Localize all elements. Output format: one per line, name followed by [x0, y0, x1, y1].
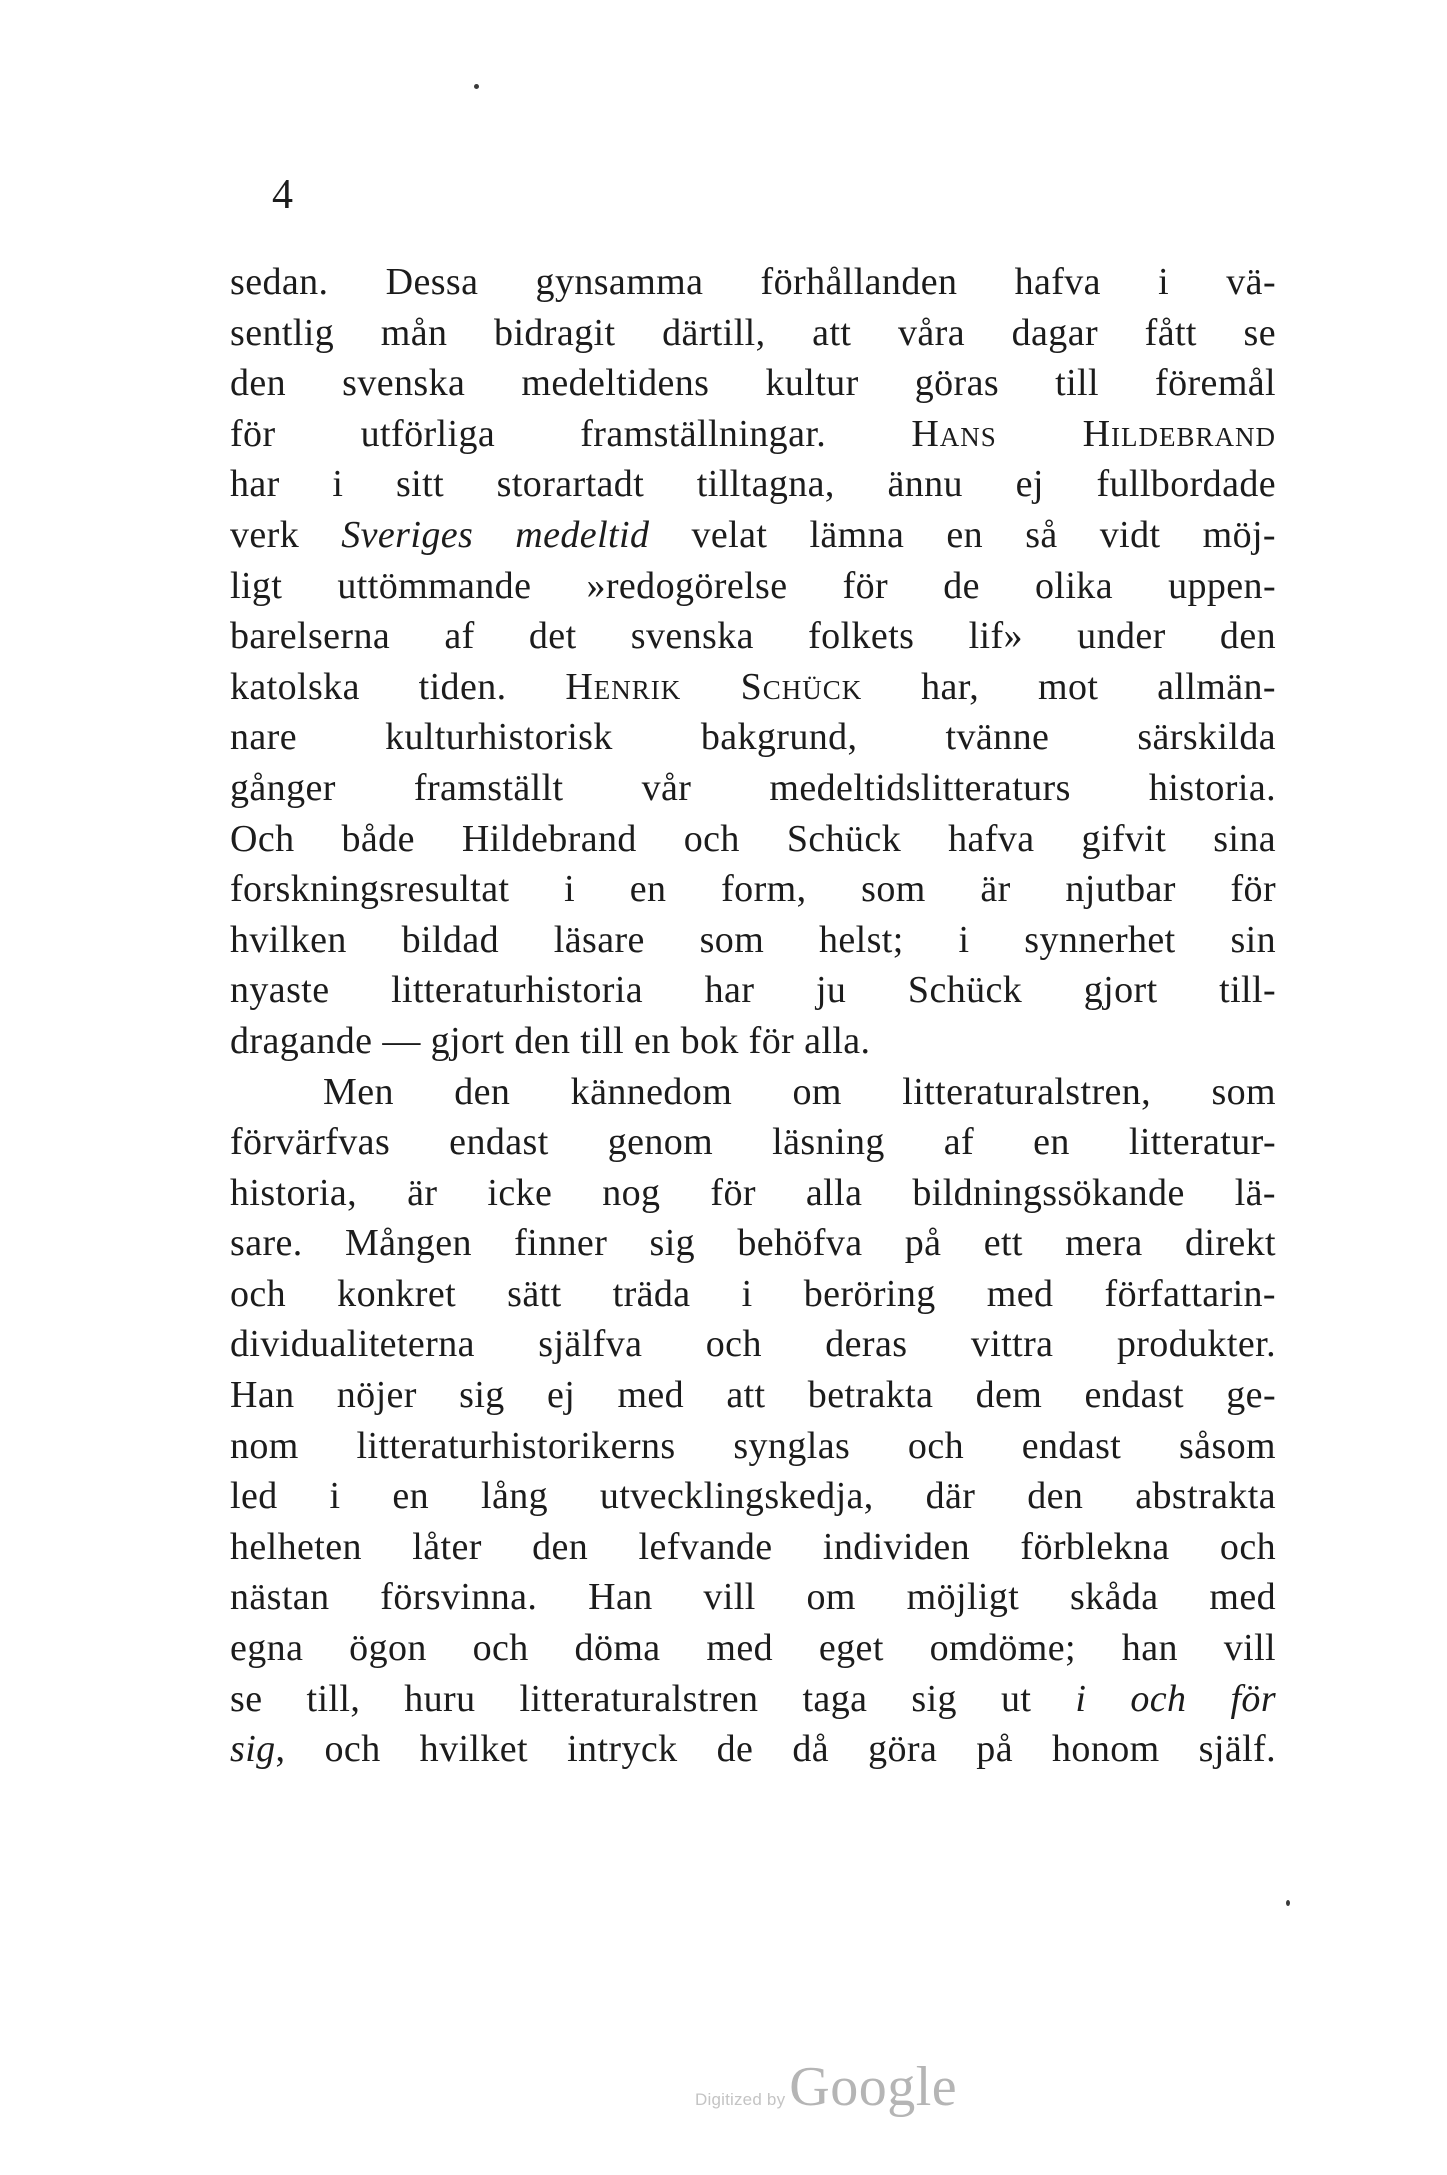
text-run: förvärfvas endast genom läsning af en litteratur-	[230, 1121, 1276, 1164]
text-line	[230, 965, 1276, 1016]
text-line	[230, 1522, 1276, 1573]
text-run: har, mot allmän-	[862, 665, 1276, 708]
text-run: sedan. Dessa gynsamma förhållanden hafva i vä-	[230, 261, 1276, 303]
text-line	[230, 864, 1276, 915]
text-line	[230, 1674, 1276, 1725]
text-run: nästan försvinna. Han vill om möjligt skåda med	[230, 1576, 1276, 1619]
text-line	[230, 1370, 1276, 1421]
text-run: hvilken bildad läsare som helst; i synnerhet sin	[230, 918, 1276, 961]
text-run: sare. Mången finner sig behöfva på ett mera direkt	[230, 1222, 1276, 1265]
text-line	[230, 510, 1276, 561]
italic-title: i och för	[1075, 1677, 1277, 1720]
text-run: nyaste litteraturhistoria har ju Schück gjort till-	[230, 969, 1276, 1012]
italic-title: Sveriges medeltid	[341, 513, 650, 556]
text-line	[230, 459, 1276, 510]
author-name-small-caps: Henrik Schück	[565, 665, 863, 708]
italic-title: sig	[230, 1728, 276, 1771]
text-run: den svenska medeltidens kultur göras till föremål	[230, 362, 1276, 405]
watermark-prefix: Digitized by	[695, 2090, 786, 2109]
text-line	[230, 662, 1276, 713]
text-run: nom litteraturhistorikerns synglas och endast såsom	[230, 1424, 1276, 1467]
text-line	[230, 1016, 1276, 1067]
page-number: 4	[272, 172, 293, 218]
text-line	[230, 1421, 1276, 1472]
text-line	[230, 308, 1276, 359]
body-text	[230, 257, 1276, 1775]
text-line	[230, 611, 1276, 662]
text-line	[230, 1572, 1276, 1623]
text-line	[230, 1724, 1276, 1775]
text-run: led i en lång utvecklingskedja, där den abstrakta	[230, 1475, 1276, 1518]
text-run: dividualiteterna själfva och deras vittra produkter.	[230, 1323, 1276, 1366]
text-run: Och både Hildebrand och Schück hafva gifvit sina	[230, 817, 1276, 860]
digitized-by-google-watermark	[695, 2055, 957, 2119]
text-line	[230, 358, 1276, 409]
text-run: historia, är icke nog för alla bildningssökande lä-	[230, 1171, 1276, 1214]
text-line	[230, 1218, 1276, 1269]
text-line	[230, 763, 1276, 814]
text-run: och konkret sätt träda i beröring med författarin-	[230, 1272, 1276, 1315]
text-run: velat lämna en så vidt möj-	[649, 513, 1276, 556]
text-run: dragande — gjort den till en bok för alla.	[230, 1019, 871, 1062]
text-line	[230, 712, 1276, 763]
text-run: forskningsresultat i en form, som är njutbar för	[230, 868, 1276, 911]
text-line	[230, 409, 1276, 460]
text-run: nare kulturhistorisk bakgrund, tvänne särskilda	[230, 716, 1276, 759]
text-line	[230, 1168, 1276, 1219]
text-run: barelserna af det svenska folkets lif» under den	[230, 615, 1276, 658]
watermark-brand: Google	[789, 2056, 958, 2118]
text-line	[230, 1471, 1276, 1522]
text-line	[230, 915, 1276, 966]
scan-speck	[474, 84, 479, 89]
text-run: verk	[230, 513, 342, 556]
text-run: , och hvilket intryck de då göra på honom själf.	[275, 1728, 1276, 1771]
text-line	[230, 814, 1276, 865]
text-run: har i sitt storartadt tilltagna, ännu ej fullbordade	[230, 463, 1276, 506]
text-line	[230, 257, 1276, 308]
text-run: Han nöjer sig ej med att betrakta dem endast ge-	[230, 1374, 1276, 1417]
author-name-small-caps: Hans Hildebrand	[911, 412, 1276, 455]
text-run: sentlig mån bidragit därtill, att våra dagar fått se	[230, 311, 1276, 354]
text-run: egna ögon och döma med eget omdöme; han vill	[230, 1627, 1276, 1670]
text-line	[230, 1117, 1276, 1168]
text-run: se till, huru litteraturalstren taga sig ut	[230, 1677, 1076, 1720]
text-line	[230, 561, 1276, 612]
text-run: katolska tiden.	[230, 665, 566, 708]
text-line	[230, 1067, 1276, 1118]
text-run: helheten låter den lefvande individen förblekna och	[230, 1525, 1276, 1568]
text-run: för utförliga framställningar.	[230, 412, 912, 455]
text-run: gånger framställt vår medeltidslitteraturs historia.	[230, 766, 1276, 809]
text-run: ligt uttömmande »redogörelse för de olika uppen-	[230, 564, 1276, 607]
text-run: Men den kännedom om litteraturalstren, som	[323, 1070, 1276, 1113]
text-line	[230, 1319, 1276, 1370]
text-line	[230, 1623, 1276, 1674]
scan-speck	[1286, 1900, 1290, 1906]
text-line	[230, 1269, 1276, 1320]
